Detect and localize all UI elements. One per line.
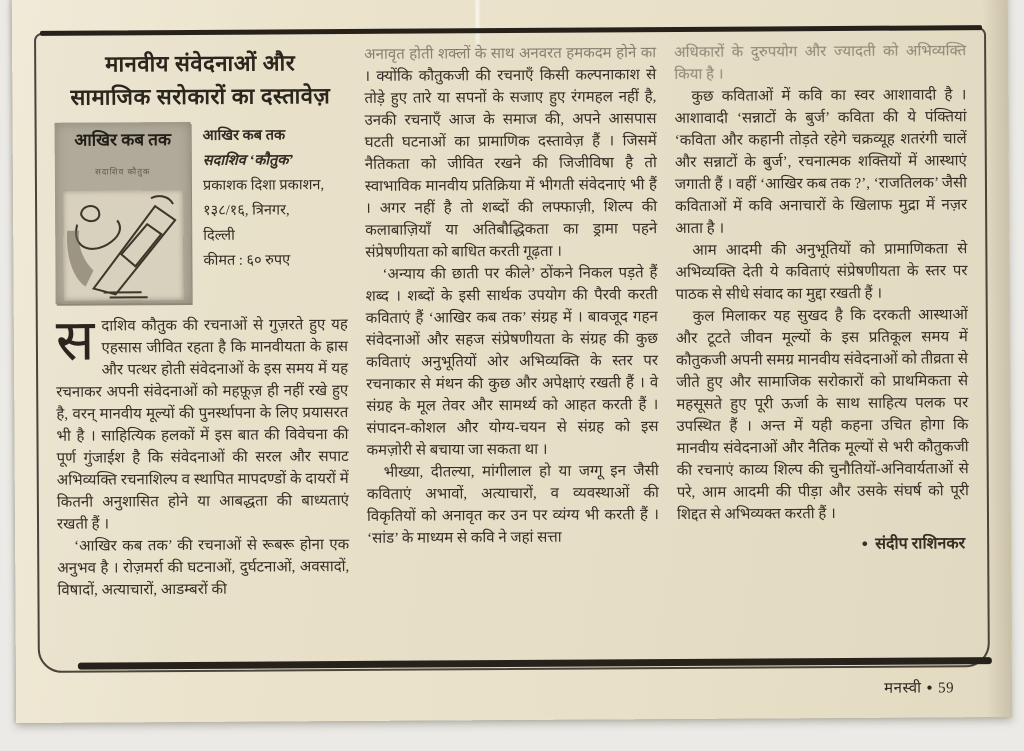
article-title-line2: सामाजिक सरोकारों का दस्तावेज़ — [70, 83, 331, 110]
magazine-name: मनस्वी — [884, 680, 922, 697]
scanned-magazine-page — [12, 0, 1012, 723]
book-cover-art — [63, 190, 184, 301]
book-cover-author: सदाशिव कौतुक — [95, 166, 151, 177]
paragraph: ‘अन्याय की छाती पर कीले’ ठोंकने निकल पड़ते हैं शब्द । शब्दों के इसी सार्थक उपयोग की पैरवी करती कविताएं हैं ‘आखिर कब तक’ संग्रह में । बावजूद गहन संवेदनाओं और सहज संप्रेषणीयता के संग्रह की कुछ कविताएं अनुभूतियों ओर अभिव्यक्ति के स्तर पर रचनाकार से मंथन की कुछ और अपेक्षाएं रखती हैं । वे संग्रह के मूल तेवर और सामर्थ्य को आहत करती हैं । संपादन-कोशल और योग्य-चयन से संग्रह को इस कमज़ोरी से बचाया जा सकता था । — [365, 265, 659, 459]
book-address: १३८/१६, त्रिनगर, — [203, 202, 290, 219]
cover-sketch-illustration — [63, 190, 184, 301]
paragraph — [55, 309, 349, 536]
paragraph: कुल मिलाकर यह सुखद है कि दरकती आस्थाओं और टूटते जीवन मूल्यों के इस प्रतिकूल समय में कौतुकजी अपनी समग्र मानवीय संवेदनाओं को तीव्रता से जीते हुए और सामाजिक सरोकारों को प्राथमिकता से महसूसते हुए पूरी ऊर्जा के साथ साहित्य पलक पर उपस्थित हैं । अन्त में यही कहना उचित होगा कि मानवीय संवेदनाओं और नैतिक मूल्यों से भरी कौतुकजी की रचनाएं काव्य शिल्प की चुनौतियों-अनिवार्यताओं से परे, आम आदमी की पीड़ा और उसके संघर्ष को पूरी शिद्दत से अभिव्यक्त करती हैं । — [675, 307, 969, 523]
book-cover-image — [55, 122, 192, 304]
book-info-block — [55, 121, 348, 304]
bullet-icon: ● — [926, 682, 934, 694]
page-number: 59 — [937, 680, 955, 697]
paragraph: अनावृत होती शक्लों के साथ अनवरत हमकदम होने का । क्योंकि कौतुकजी की रचनाएँ किसी कल्पनाकाश से तोड़े हुए तारे या सपनों के सजाए हुए रंगमहल नहीं है, उनकी रचनाएँ आज के समाज की, अपने आसपास घटती घटनाओं का प्रामाणिक दस्तावेज़ हैं । जिसमें नैतिकता को जीवित रखने की जिजीविषा है तो स्वाभाविक मानवीय प्रतिक्रिया में भीगती संवेदनाएं भी हैं । अगर नहीं है तो शब्दों की लफ्फाज़ी, शिल्प की कलाबाज़ियाँ या अतिबौद्धिकता का ड्रामा पहने संप्रेषणीयता को बाधित करती गूढ़ता । — [364, 45, 658, 261]
book-publisher: प्रकाशक दिशा प्रकाशन, — [202, 177, 325, 194]
column-1 — [54, 44, 350, 660]
author-credit — [677, 532, 969, 557]
paragraph: ‘आखिर कब तक’ की रचनाओं से रूबरू होना एक अनुभव है । रोज़मर्रा की घटनाओं, दुर्घटनाओं, अवसादों, विषादों, अत्याचारों, आडम्बरों की — [57, 536, 350, 599]
bullet-icon: ● — [861, 537, 869, 550]
book-author: सदाशिव ‘कौतुक’ — [202, 152, 294, 169]
paragraph: अधिकारों के दुरुपयोग और ज्यादती को अभिव्यक्ति किया है । — [674, 43, 967, 84]
column-3 — [674, 40, 970, 656]
paragraph: कुछ कविताओं में कवि का स्वर आशावादी है । आशावादी ‘सन्नाटों के बुर्ज’ कविता की ये पंक्तियां ‘कविता और कहानी तोड़ते रहेगे चक्रव्यूह शतरंगी चालें और सन्नाटों के बुर्ज’, रचनात्मक शक्तियों में आस्थाएं जगाती हैं । वहीं ‘आखिर कब तक ?’, ‘राजतिलक’ जैसी कविताओं में कवि अनाचारों के खिलाफ मुद्रा में नज़र आता है । — [674, 87, 968, 238]
column-2 — [364, 42, 660, 658]
reviewer-name: संदीप राशिनकर — [875, 535, 966, 553]
book-city: दिल्ली — [203, 227, 235, 244]
paragraph-text: दाशिव कौतुक की रचनाओं से गुज़रते हुए यह एहसास जीवित रहता है कि मानवीयता के ह्रास और पत्थर होती संवेदनाओं के इस समय में यह रचनाकर अपनी संवेदनाओं को महफ़ूज़ ही नहीं रखे हुए है, वरन् मानवीय मूल्यों की पुनर्स्थापना के लिए प्रयासरत भी है । साहित्यिक हलकों में इस बात की विवेचना की पूर्ण गुंजाईश है कि संवेदनाओं की सरल और सपाट अभिव्यक्ति रचनाशिल्प व स्थापित मापदण्डों के दायरों में कितनी अनुशासित होने या आबद्धता की बाध्यताएं रखती हैं । — [56, 317, 349, 533]
book-title: आखिर कब तक — [202, 127, 286, 144]
article-title — [54, 46, 346, 114]
drop-cap: स — [55, 309, 95, 373]
paragraph: भीख्या, दीतल्या, मांगीलाल हो या जग्गू इन जैसी कविताएं अभावों, अत्याचारों, व व्यवस्थाओं की विकृतियों को अनावृत कर उन पर व्यंग्य भी करती हैं । ‘सांड’ के माध्यम से कवि ने जहां सत्ता — [366, 463, 660, 547]
book-cover-title: आखिर कब तक — [74, 130, 172, 150]
book-details — [203, 121, 325, 303]
article-border-frame — [34, 27, 990, 673]
paragraph: आम आदमी की अनुभूतियों को प्रामाणिकता से अभिव्यक्ति देती ये कविताएं संप्रेषणीयता के स्तर पर पाठक से सीधे संवाद का मुद्दा रखती हैं । — [675, 241, 968, 303]
book-price: कीमत : ६० रुपए — [203, 252, 291, 269]
page-footer — [884, 677, 954, 697]
article-title-line1: मानवीय संवेदनाओं और — [105, 50, 296, 77]
article-columns — [36, 29, 988, 671]
